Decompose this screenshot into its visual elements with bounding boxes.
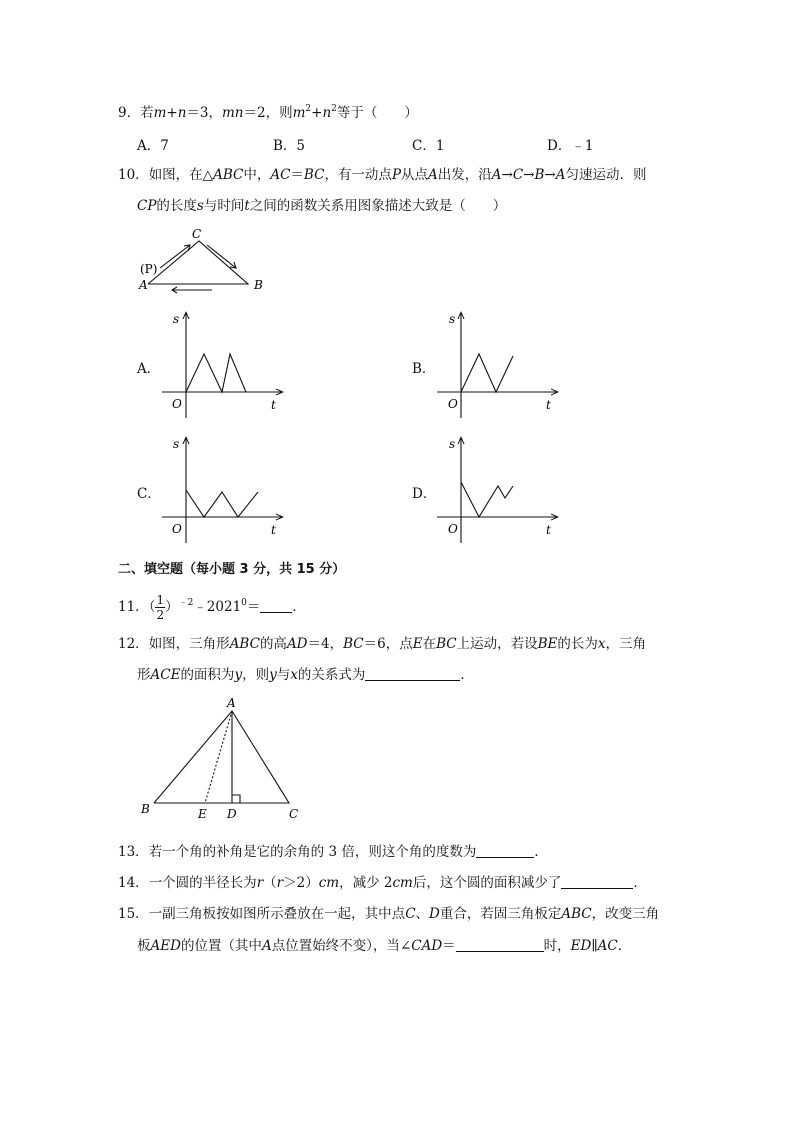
q9-option-a[interactable]: A．7 — [137, 138, 169, 154]
graph-d-t-label: t — [546, 523, 551, 537]
graph-c-t-label: t — [271, 523, 276, 537]
q9-option-c[interactable]: C．1 — [412, 138, 445, 154]
q11-fraction: $\frac{1}{2}$ — [156, 593, 165, 622]
graph-c-s-label: s — [173, 437, 180, 451]
q10-option-a[interactable]: A． — [137, 361, 161, 377]
q13-stem: 13．若一个角的补角是它的余角的 3 倍，则这个角的度数为 ． — [118, 844, 548, 860]
q15-stem-line1: 15．一副三角板按如图所示叠放在一起，其中点C、D重合，若固三角板定ABC，改变三角 — [118, 906, 660, 922]
q10-stem-line1: 10．如图，在△ABC中，AC＝BC，有一动点P从点A出发，沿A→C→B→A匀速运动．则 — [118, 167, 647, 183]
q14-stem: 14．一个圆的半径长为r（r＞2）cm，减少 2cm后，这个圆的面积减少了 ． — [118, 875, 647, 891]
q12-label-e: E — [198, 807, 207, 821]
q10-option-c[interactable]: C． — [137, 486, 161, 502]
graph-d-o-label: O — [448, 522, 458, 536]
q14-answer-blank[interactable] — [561, 874, 633, 889]
q12-stem-line1: 12．如图，三角形ABC的高AD＝4，BC＝6，点E在BC上运动，若设BE的长为x，三角 — [118, 636, 646, 652]
graph-b-o-label: O — [448, 397, 458, 411]
q10-stem-line2: CP的长度s与时间t之间的函数关系用图象描述大致是（ ） — [137, 198, 507, 214]
graph-a-s-label: s — [173, 312, 180, 326]
q12-stem-line2: 形ACE的面积为y，则y与x的关系式为 ． — [137, 667, 474, 683]
q9-option-b[interactable]: B．5 — [273, 138, 306, 154]
label-a: A — [139, 278, 148, 292]
q12-label-d: D — [227, 807, 237, 821]
q12-label-c: C — [289, 807, 299, 821]
q13-answer-blank[interactable] — [476, 843, 534, 858]
graph-a-t-label: t — [271, 398, 276, 412]
q15-answer-blank[interactable] — [456, 937, 544, 952]
right-angle-mark — [232, 795, 240, 803]
q10-option-d[interactable]: D． — [412, 486, 437, 502]
graph-a-o-label: O — [172, 397, 182, 411]
graph-b-t-label: t — [546, 398, 551, 412]
q9-option-d[interactable]: D．﹣1 — [547, 138, 594, 154]
graph-d-s-label: s — [449, 437, 456, 451]
label-p: (P) — [140, 262, 158, 276]
graph-c-o-label: O — [172, 522, 182, 536]
q12-label-b: B — [141, 802, 150, 816]
q12-label-a: A — [227, 696, 236, 710]
section-title: 二、填空题（每小题 3 分，共 15 分） — [118, 562, 346, 577]
graph-b-s-label: s — [449, 312, 456, 326]
segment-ae-dashed — [205, 711, 232, 803]
q15-stem-line2: 板AED的位置（其中A点位置始终不变），当∠CAD＝ 时，ED∥AC． — [137, 938, 632, 954]
label-b: B — [254, 278, 263, 292]
triangle-abc-q12 — [154, 711, 289, 803]
q10-option-b[interactable]: B． — [412, 361, 436, 377]
q9-stem: 9．若m+n＝3，mn＝2，则$m^2+n^2$等于（ ） — [118, 104, 418, 121]
label-c: C — [192, 227, 202, 241]
q11-stem: 11．（ $\frac{1}{2}$ ）$^{﹣2}﹣2021^0=$ ． — [118, 593, 306, 622]
